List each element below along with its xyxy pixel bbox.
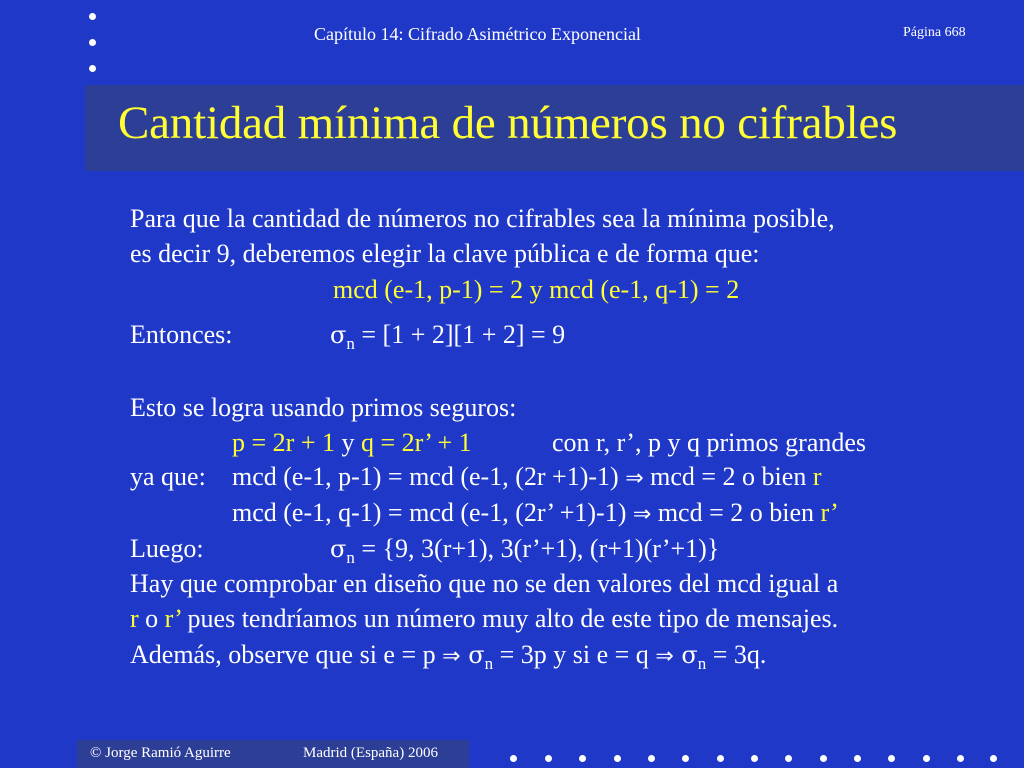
body-line bbox=[130, 640, 766, 673]
body-text: = 3p y si e = q bbox=[493, 640, 656, 669]
body-line bbox=[130, 604, 838, 634]
formula-text: mcd = 2 o bien bbox=[651, 498, 821, 527]
body-text: Además, observe que si e = p bbox=[130, 640, 443, 669]
body-line-formula bbox=[330, 320, 565, 353]
sigma-symbol: σ bbox=[673, 641, 698, 669]
body-line-label: Entonces: bbox=[130, 320, 233, 349]
subscript: n bbox=[346, 548, 355, 567]
decor-dot bbox=[579, 755, 586, 762]
highlight-r-prime: r’ bbox=[164, 604, 182, 633]
body-line: Hay que comprobar en diseño que no se den valores del mcd igual a bbox=[130, 569, 839, 598]
footer-place-date: Madrid (España) 2006 bbox=[303, 745, 438, 761]
decor-dot bbox=[545, 755, 552, 762]
body-line: con r, r’, p y q primos grandes bbox=[552, 428, 867, 457]
sigma-symbol: σ bbox=[330, 321, 347, 349]
implies-arrow: ⇒ bbox=[625, 466, 644, 491]
sigma-symbol: σ bbox=[460, 641, 485, 669]
subscript: n bbox=[346, 334, 355, 353]
chapter-heading: Capítulo 14: Cifrado Asimétrico Exponencial bbox=[314, 24, 641, 44]
decor-dot bbox=[751, 755, 758, 762]
body-line: Esto se logra usando primos seguros: bbox=[130, 393, 517, 422]
sigma-symbol: σ bbox=[330, 535, 347, 563]
formula-text: mcd = 2 o bien bbox=[643, 462, 813, 491]
body-line bbox=[232, 428, 472, 458]
body-text: pues tendríamos un número muy alto de este tipo de mensajes. bbox=[181, 604, 839, 633]
body-line: mcd (e-1, p-1) = 2 y mcd (e-1, q-1) = 2 bbox=[333, 275, 740, 304]
formula-text: = {9, 3(r+1), 3(r’+1), (r+1)(r’+1)} bbox=[354, 534, 720, 563]
slide-title: Cantidad mínima de números no cifrables bbox=[118, 97, 898, 149]
body-text: = 3q. bbox=[706, 640, 767, 669]
decor-dot bbox=[820, 755, 827, 762]
decor-dot bbox=[682, 755, 689, 762]
page-number: Página 668 bbox=[903, 25, 966, 40]
decor-dot bbox=[888, 755, 895, 762]
decor-dot bbox=[614, 755, 621, 762]
implies-arrow: ⇒ bbox=[442, 644, 461, 669]
subscript: n bbox=[484, 654, 494, 673]
body-line-formula bbox=[330, 534, 719, 567]
decor-dot bbox=[957, 755, 964, 762]
implies-arrow: ⇒ bbox=[655, 644, 674, 669]
conjunction: o bbox=[138, 604, 165, 633]
decor-dot bbox=[717, 755, 724, 762]
decor-dot bbox=[785, 755, 792, 762]
formula-p: p = 2r + 1 bbox=[232, 428, 335, 457]
footer-copyright: © Jorge Ramió Aguirre bbox=[90, 745, 231, 761]
body-line: es decir 9, deberemos elegir la clave pública e de forma que: bbox=[130, 239, 760, 268]
conjunction: y bbox=[334, 428, 361, 457]
body-line-label: Luego: bbox=[130, 534, 204, 563]
decor-dot bbox=[510, 755, 517, 762]
body-line: Para que la cantidad de números no cifrables sea la mínima posible, bbox=[130, 204, 835, 233]
body-line bbox=[232, 498, 839, 530]
implies-arrow: ⇒ bbox=[632, 502, 652, 527]
highlight-r-prime: r’ bbox=[820, 498, 839, 527]
formula-q: q = 2r’ + 1 bbox=[360, 428, 472, 457]
decor-dot bbox=[923, 755, 930, 762]
subscript: n bbox=[697, 654, 707, 673]
formula-text: = [1 + 2][1 + 2] = 9 bbox=[354, 320, 566, 349]
highlight-r: r bbox=[130, 604, 139, 633]
body-line bbox=[232, 462, 822, 494]
decor-dot bbox=[990, 755, 997, 762]
formula-text: mcd (e-1, p-1) = mcd (e-1, (2r +1)-1) bbox=[232, 462, 626, 491]
highlight-r: r bbox=[812, 462, 822, 491]
decor-dot bbox=[854, 755, 861, 762]
formula-text: mcd (e-1, q-1) = mcd (e-1, (2r’ +1)-1) bbox=[232, 498, 633, 527]
body-line-label: ya que: bbox=[130, 462, 206, 491]
decor-dot bbox=[648, 755, 655, 762]
